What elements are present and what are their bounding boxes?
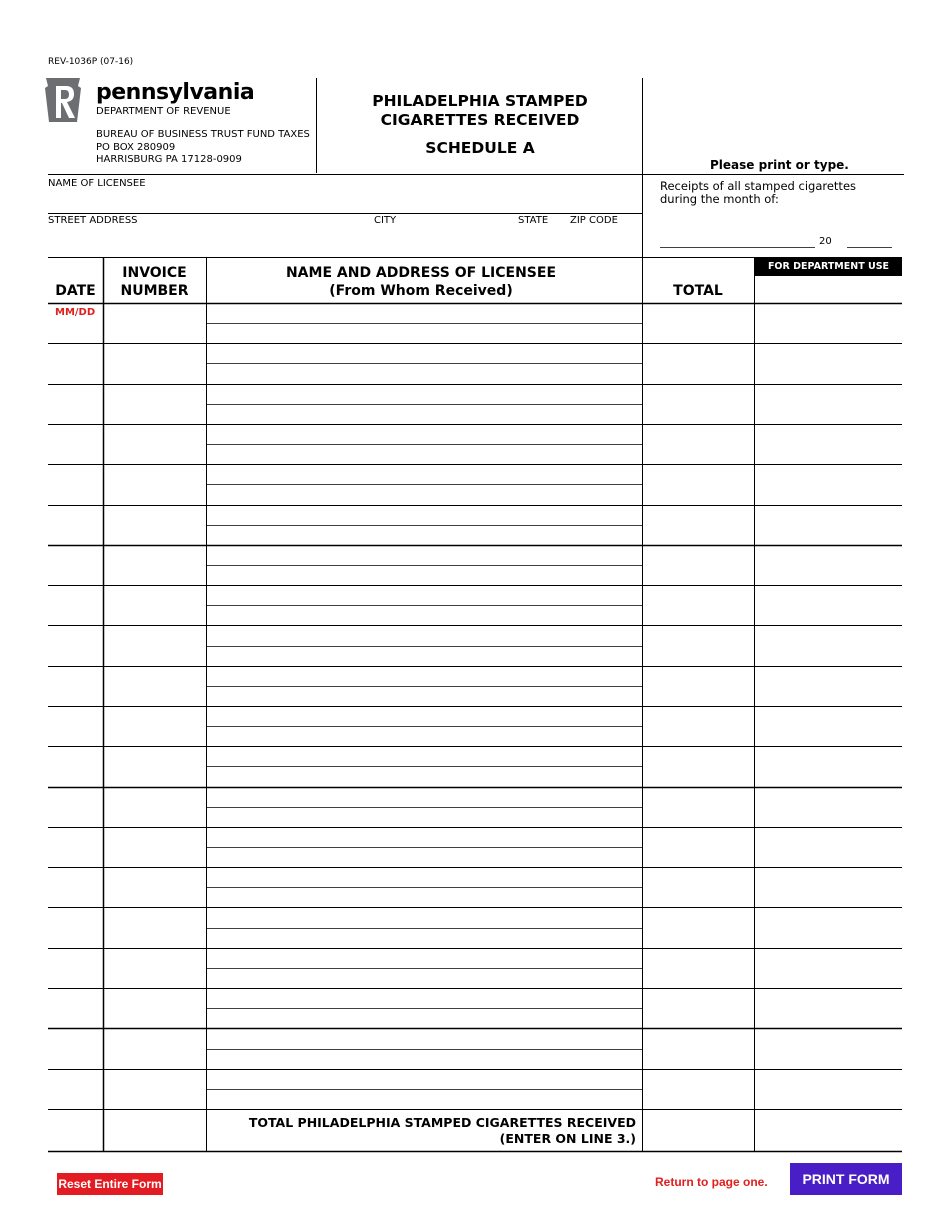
date-field[interactable] <box>49 868 103 906</box>
licensee-name-field[interactable] <box>207 626 642 644</box>
department-use-field[interactable] <box>755 425 902 463</box>
invoice-number-field[interactable] <box>104 304 206 342</box>
licensee-address-field[interactable] <box>207 405 642 423</box>
licensee-name-field[interactable] <box>207 949 642 967</box>
licensee-name-field[interactable] <box>207 425 642 443</box>
header-line: (From Whom Received) <box>329 283 513 299</box>
invoice-number-field[interactable] <box>104 1029 206 1067</box>
invoice-number-field[interactable] <box>104 667 206 705</box>
licensee-name-field[interactable] <box>207 909 642 927</box>
receipt-month-field[interactable] <box>660 228 815 247</box>
department-use-field[interactable] <box>755 828 902 866</box>
grand-total-field[interactable] <box>643 1112 754 1150</box>
schedule-label: SCHEDULE A <box>425 139 535 157</box>
date-field[interactable] <box>49 667 103 705</box>
date-field[interactable] <box>49 989 103 1027</box>
licensee-name-field[interactable] <box>207 667 642 685</box>
bureau-line: HARRISBURG PA 17128-0909 <box>96 154 242 165</box>
year-prefix: 20 <box>819 236 832 247</box>
receipt-year-field[interactable] <box>847 228 892 247</box>
date-field[interactable] <box>49 949 103 987</box>
department-use-field[interactable] <box>755 546 902 584</box>
department-use-field[interactable] <box>755 788 902 826</box>
total-field[interactable] <box>643 586 754 624</box>
department-use-field[interactable] <box>755 344 902 382</box>
licensee-name-field[interactable] <box>207 465 642 483</box>
print-instruction: Please print or type. <box>710 158 849 172</box>
licensee-address-field[interactable] <box>207 687 642 705</box>
column-header-name-address <box>206 264 636 300</box>
department-use-field[interactable] <box>755 1029 902 1067</box>
total-field[interactable] <box>643 304 754 342</box>
date-field[interactable] <box>49 828 103 866</box>
total-label-line: TOTAL PHILADELPHIA STAMPED CIGARETTES RECEIVED <box>248 1115 636 1130</box>
invoice-number-field[interactable] <box>104 465 206 503</box>
total-field[interactable] <box>643 909 754 947</box>
date-field[interactable] <box>49 425 103 463</box>
date-field[interactable] <box>49 385 103 423</box>
total-field[interactable] <box>643 1029 754 1067</box>
total-field[interactable] <box>643 626 754 664</box>
department-use-badge: FOR DEPARTMENT USE ONLY <box>755 258 902 276</box>
licensee-name-field[interactable] <box>207 989 642 1007</box>
licensee-name-field[interactable] <box>207 868 642 886</box>
department-name: DEPARTMENT OF REVENUE <box>96 106 231 117</box>
date-field[interactable] <box>49 909 103 947</box>
total-field[interactable] <box>643 344 754 382</box>
licensee-address-field[interactable] <box>207 324 642 342</box>
licensee-address-field[interactable] <box>207 848 642 866</box>
date-field[interactable] <box>49 1029 103 1067</box>
licensee-name-field[interactable] <box>207 385 642 403</box>
date-field[interactable] <box>49 546 103 584</box>
licensee-address-field[interactable] <box>207 606 642 624</box>
licensee-address-field[interactable] <box>207 364 642 382</box>
total-field[interactable] <box>643 425 754 463</box>
total-label-line: (ENTER ON LINE 3.) <box>499 1131 636 1146</box>
licensee-address-field[interactable] <box>207 526 642 544</box>
total-label <box>210 1115 636 1147</box>
department-use-field[interactable] <box>755 949 902 987</box>
date-field[interactable] <box>49 304 103 342</box>
invoice-number-field[interactable] <box>104 425 206 463</box>
date-field[interactable] <box>49 465 103 503</box>
licensee-name-field[interactable] <box>207 828 642 846</box>
licensee-address-field[interactable] <box>207 566 642 584</box>
licensee-address-field[interactable] <box>207 929 642 947</box>
date-field[interactable] <box>49 586 103 624</box>
title-line: CIGARETTES RECEIVED <box>380 111 580 129</box>
total-field[interactable] <box>643 385 754 423</box>
date-field[interactable] <box>49 344 103 382</box>
invoice-number-field[interactable] <box>104 385 206 423</box>
licensee-address-field[interactable] <box>207 888 642 906</box>
street-address-field[interactable] <box>48 228 642 256</box>
licensee-address-field[interactable] <box>207 808 642 826</box>
total-field[interactable] <box>643 989 754 1027</box>
licensee-address-field[interactable] <box>207 767 642 785</box>
total-field[interactable] <box>643 868 754 906</box>
licensee-name-field[interactable] <box>207 546 642 564</box>
licensee-name-field[interactable] <box>207 707 642 725</box>
licensee-name-field[interactable] <box>207 344 642 362</box>
invoice-number-field[interactable] <box>104 344 206 382</box>
state-label: STATE <box>518 215 549 226</box>
invoice-number-field[interactable] <box>104 747 206 785</box>
bureau-line: BUREAU OF BUSINESS TRUST FUND TAXES <box>96 129 310 140</box>
header-line: NAME AND ADDRESS OF LICENSEE <box>285 265 557 281</box>
licensee-address-field[interactable] <box>207 1050 642 1068</box>
licensee-address-field[interactable] <box>207 969 642 987</box>
department-use-field[interactable] <box>755 747 902 785</box>
date-field[interactable] <box>49 626 103 664</box>
invoice-number-field[interactable] <box>104 989 206 1027</box>
total-field[interactable] <box>643 707 754 745</box>
licensee-name-field[interactable] <box>207 506 642 524</box>
print-form-button[interactable]: PRINT FORM <box>790 1163 902 1195</box>
agency-name: pennsylvania <box>96 80 255 105</box>
licensee-name-field[interactable] <box>207 1070 642 1088</box>
licensee-name-field[interactable] <box>48 190 642 212</box>
department-use-field[interactable] <box>755 506 902 544</box>
bureau-line: PO BOX 280909 <box>96 141 176 153</box>
licensee-address-field[interactable] <box>207 1090 642 1108</box>
form-id: REV-1036P (07-16) <box>48 57 134 67</box>
invoice-number-field[interactable] <box>104 909 206 947</box>
licensee-name-field[interactable] <box>207 788 642 806</box>
total-field[interactable] <box>643 465 754 503</box>
invoice-number-field[interactable] <box>104 506 206 544</box>
invoice-number-field[interactable] <box>104 586 206 624</box>
column-header-invoice <box>103 264 206 300</box>
licensee-name-field[interactable] <box>207 747 642 765</box>
reset-form-button[interactable]: Reset Entire Form <box>57 1173 163 1195</box>
name-of-licensee-label: NAME OF LICENSEE <box>48 178 146 189</box>
zip-code-label: ZIP CODE <box>570 215 618 226</box>
licensee-address-field[interactable] <box>207 1009 642 1027</box>
department-use-field[interactable] <box>755 304 902 342</box>
total-field[interactable] <box>643 506 754 544</box>
department-use-field[interactable] <box>755 586 902 624</box>
total-field[interactable] <box>643 949 754 987</box>
date-field[interactable] <box>49 506 103 544</box>
department-use-field[interactable] <box>755 989 902 1027</box>
total-field[interactable] <box>643 1070 754 1108</box>
total-field[interactable] <box>643 747 754 785</box>
street-address-label: STREET ADDRESS <box>48 215 138 226</box>
invoice-number-field[interactable] <box>104 626 206 664</box>
invoice-number-field[interactable] <box>104 1070 206 1108</box>
licensee-name-field[interactable] <box>207 1029 642 1047</box>
licensee-address-field[interactable] <box>207 727 642 745</box>
receipts-month-label: Receipts of all stamped cigarettes during the month of: <box>660 179 857 206</box>
return-to-page-one-link[interactable]: Return to page one. <box>655 1175 768 1189</box>
date-field[interactable] <box>49 707 103 745</box>
department-use-field[interactable] <box>755 667 902 705</box>
invoice-number-field[interactable] <box>104 949 206 987</box>
licensee-address-field[interactable] <box>207 485 642 503</box>
department-use-field[interactable] <box>755 868 902 906</box>
city-label: CITY <box>374 215 397 226</box>
total-field[interactable] <box>643 788 754 826</box>
department-use-field[interactable] <box>755 1070 902 1108</box>
licensee-name-field[interactable] <box>207 304 642 322</box>
department-use-field[interactable] <box>755 707 902 745</box>
header-line: INVOICE <box>122 265 187 281</box>
date-field[interactable] <box>49 1070 103 1108</box>
column-header-total: TOTAL <box>673 283 723 299</box>
department-use-field[interactable] <box>755 465 902 503</box>
header-line: NUMBER <box>120 283 189 299</box>
date-field[interactable] <box>49 747 103 785</box>
total-field[interactable] <box>643 828 754 866</box>
invoice-number-field[interactable] <box>104 707 206 745</box>
date-field[interactable] <box>49 788 103 826</box>
total-field[interactable] <box>643 546 754 584</box>
title-line: PHILADELPHIA STAMPED <box>372 92 588 110</box>
invoice-number-field[interactable] <box>104 828 206 866</box>
department-use-field[interactable] <box>755 909 902 947</box>
invoice-number-field[interactable] <box>104 788 206 826</box>
date-format-hint: MM/DD <box>55 307 96 318</box>
total-field[interactable] <box>643 667 754 705</box>
invoice-number-field[interactable] <box>104 546 206 584</box>
column-header-date: DATE <box>55 283 96 299</box>
licensee-name-field[interactable] <box>207 586 642 604</box>
licensee-address-field[interactable] <box>207 647 642 665</box>
department-use-field[interactable] <box>755 626 902 664</box>
invoice-number-field[interactable] <box>104 868 206 906</box>
department-use-field[interactable] <box>755 385 902 423</box>
licensee-address-field[interactable] <box>207 445 642 463</box>
